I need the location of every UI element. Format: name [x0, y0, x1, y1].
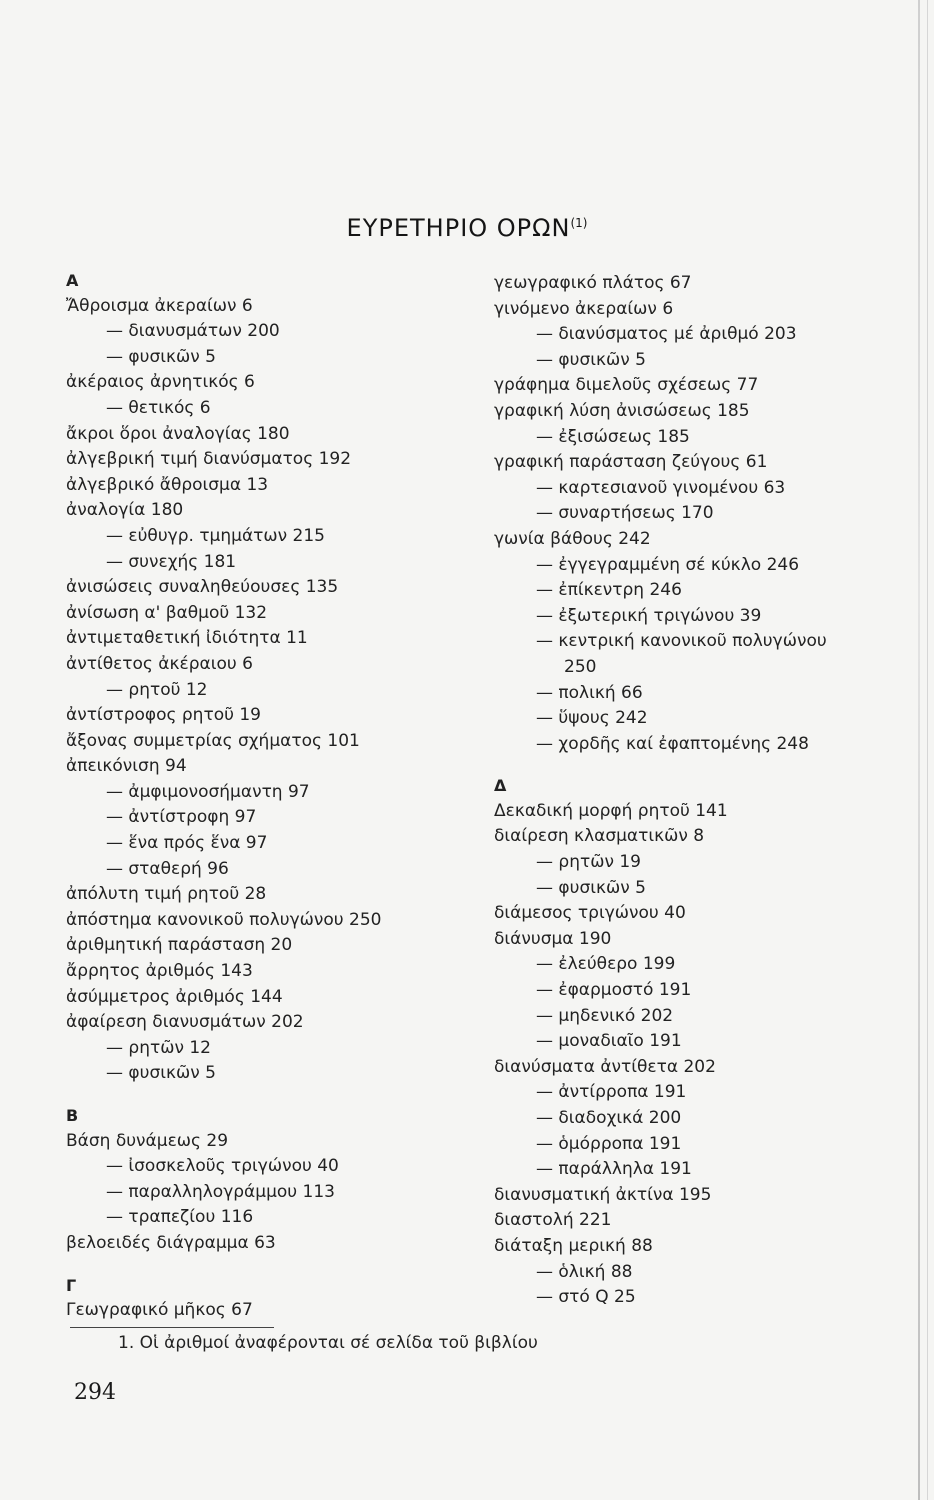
- index-subentry: — διανύσματος μέ ἀριθμό 203: [536, 324, 797, 345]
- index-entry: γραφική παράσταση ζεύγους 61: [494, 452, 768, 473]
- index-entry: γεωγραφικό πλάτος 67: [494, 273, 692, 293]
- index-entry: ἀντίστροφος ρητοῦ 19: [66, 705, 261, 726]
- title-text: ΕΥΡΕΤΗΡΙΟ ΟΡΩΝ: [346, 214, 571, 242]
- index-subentry: — ὁλική 88: [536, 1261, 633, 1282]
- index-subentry: — ἐξωτερική τριγώνου 39: [536, 605, 762, 626]
- index-subentry: — παράλληλα 191: [536, 1159, 692, 1180]
- index-entry: διαίρεση κλασματικῶν 8: [494, 826, 705, 847]
- index-entry: γινόμενο ἀκεραίων 6: [494, 298, 674, 319]
- section-spacer: [66, 1257, 466, 1273]
- index-entry: ἄκροι ὅροι ἀναλογίας 180: [66, 423, 290, 444]
- index-subentry: — ἐλεύθερο 199: [536, 954, 676, 975]
- index-entry: ἀντιμεταθετική ἰδιότητα 11: [66, 628, 308, 649]
- index-entry: Γεωγραφικό μῆκος 67: [66, 1300, 253, 1321]
- index-entry: διάταξη μερική 88: [494, 1235, 653, 1256]
- index-entry: διανυσματική ἀκτίνα 195: [494, 1184, 712, 1205]
- index-subentry: — συναρτήσεως 170: [536, 503, 714, 524]
- index-column-left: [66, 268, 466, 1324]
- index-continuation: 250: [564, 656, 597, 677]
- index-subentry: — φυσικῶν 5: [106, 346, 216, 367]
- index-subentry: — χορδῆς καί ἐφαπτομένης 248: [536, 733, 809, 754]
- page-number: 294: [74, 1380, 116, 1405]
- index-entry: ἀπόστημα κανονικοῦ πολυγώνου 250: [66, 909, 382, 930]
- index-entry: γραφική λύση ἀνισώσεως 185: [494, 400, 750, 421]
- index-entry: Βάση δυνάμεως 29: [66, 1130, 229, 1151]
- index-subentry: — ὁμόρροπα 191: [536, 1133, 682, 1154]
- index-entry: ἀριθμητική παράσταση 20: [66, 935, 293, 956]
- index-entry: Δεκαδική μορφή ρητοῦ 141: [494, 800, 728, 821]
- index-subentry: — συνεχής 181: [106, 551, 237, 572]
- index-subentry: — φυσικῶν 5: [106, 1063, 216, 1084]
- index-subentry: — σταθερή 96: [106, 858, 229, 879]
- title-footnote-mark: (1): [570, 216, 588, 230]
- index-entry: βελοειδές διάγραμμα 63: [66, 1232, 276, 1253]
- index-column-right: [494, 271, 874, 1311]
- index-subentry: — θετικός 6: [106, 397, 211, 418]
- section-spacer: [494, 757, 874, 773]
- index-entry: διανύσματα ἀντίθετα 202: [494, 1056, 716, 1077]
- section-letter: Α: [66, 271, 79, 290]
- index-subentry: — εὐθυγρ. τμημάτων 215: [106, 525, 325, 546]
- index-subentry: — τραπεζίου 116: [106, 1207, 254, 1228]
- index-entry: ἀντίθετος ἀκέραιου 6: [66, 653, 253, 674]
- section-letter: Γ: [66, 1275, 77, 1295]
- index-subentry: — φυσικῶν 5: [536, 349, 646, 370]
- index-subentry: — διανυσμάτων 200: [106, 321, 280, 342]
- index-entry: ἄξονας συμμετρίας σχήματος 101: [66, 730, 360, 751]
- index-entry: γωνία βάθους 242: [494, 528, 651, 549]
- index-subentry: — ἀντίστροφη 97: [106, 807, 257, 828]
- index-entry: ἀνίσωση α' βαθμοῦ 132: [66, 602, 268, 623]
- index-entry: ἄρρητος ἀριθμός 143: [66, 961, 253, 982]
- index-entry: διάνυσμα 190: [494, 928, 612, 949]
- index-subentry: — ρητοῦ 12: [106, 679, 208, 700]
- index-subentry: — ἕνα πρός ἕνα 97: [106, 833, 268, 854]
- footnote: 1. Οἱ ἀριθμοί ἀναφέρονται σέ σελίδα τοῦ βιβλίου: [118, 1333, 538, 1353]
- page-title: [0, 214, 934, 242]
- index-subentry: — ἐπίκεντρη 246: [536, 580, 682, 601]
- index-subentry: — ἐγγεγραμμένη σέ κύκλο 246: [536, 554, 800, 575]
- index-subentry: — ρητῶν 19: [536, 852, 641, 873]
- index-subentry: — ὕψους 242: [536, 708, 648, 729]
- index-subentry: — διαδοχικά 200: [536, 1108, 682, 1128]
- index-subentry: — ἰσοσκελοῦς τριγώνου 40: [106, 1156, 339, 1177]
- index-subentry: — ἐφαρμοστό 191: [536, 980, 692, 1001]
- index-entry: ἀλγεβρική τιμή διανύσματος 192: [66, 449, 352, 470]
- index-entry: ἀλγεβρικό ἄθροισμα 13: [66, 474, 269, 495]
- index-entry: ἀφαίρεση διανυσμάτων 202: [66, 1012, 304, 1033]
- index-entry: ἀπόλυτη τιμή ρητοῦ 28: [66, 884, 267, 905]
- index-subentry: — ἀντίρροπα 191: [536, 1082, 687, 1103]
- index-subentry: — κεντρική κανονικοῦ πολυγώνου: [536, 631, 827, 652]
- index-subentry: — μοναδιαῖο 191: [536, 1031, 682, 1052]
- index-entry: γράφημα διμελοῦς σχέσεως 77: [494, 375, 759, 396]
- index-entry: ἀκέραιος ἀρνητικός 6: [66, 372, 255, 393]
- index-entry: διαστολή 221: [494, 1210, 612, 1231]
- index-entry: Ἄθροισμα ἀκεραίων 6: [66, 295, 253, 316]
- index-subentry: — ἐξισώσεως 185: [536, 426, 690, 447]
- index-subentry: — μηδενικό 202: [536, 1005, 674, 1026]
- index-subentry: — παραλληλογράμμου 113: [106, 1181, 335, 1202]
- index-subentry: — ἀμφιμονοσήμαντη 97: [106, 781, 310, 802]
- index-subentry: — καρτεσιανοῦ γινομένου 63: [536, 477, 786, 498]
- index-entry: ἀναλογία 180: [66, 500, 184, 521]
- index-entry: διάμεσος τριγώνου 40: [494, 903, 686, 924]
- section-letter: Β: [66, 1106, 79, 1125]
- index-subentry: — φυσικῶν 5: [536, 877, 646, 898]
- index-subentry: — πολική 66: [536, 682, 643, 703]
- index-subentry: — ρητῶν 12: [106, 1037, 211, 1058]
- index-subentry: — στό Q 25: [536, 1287, 636, 1308]
- index-entry: ἀσύμμετρος ἀριθμός 144: [66, 986, 283, 1007]
- footnote-rule: [70, 1327, 274, 1328]
- section-letter: Δ: [494, 776, 507, 796]
- section-spacer: [66, 1087, 466, 1103]
- index-entry: ἀνισώσεις συναληθεύουσες 135: [66, 577, 339, 598]
- index-entry: ἀπεικόνιση 94: [66, 756, 187, 777]
